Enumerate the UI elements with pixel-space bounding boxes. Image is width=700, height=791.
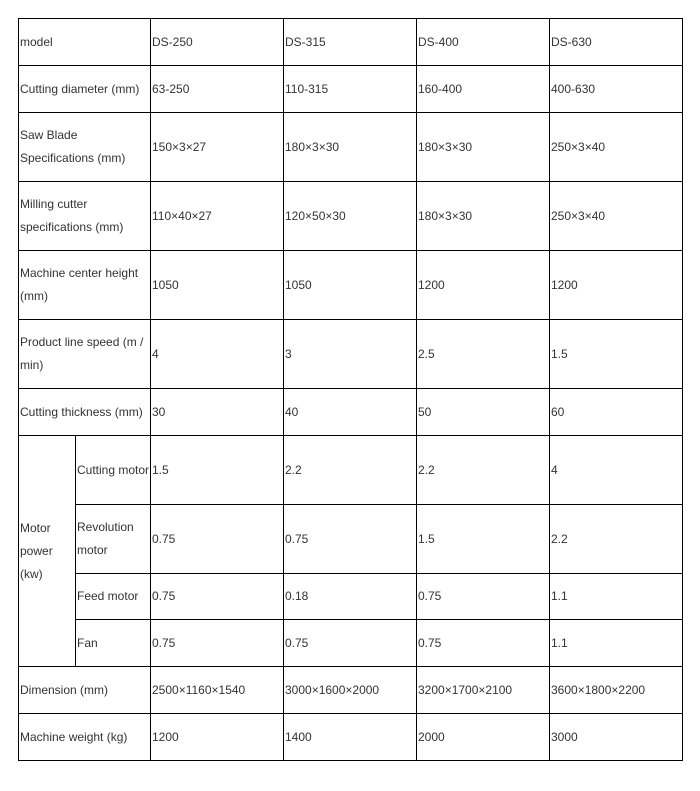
table-cell: 250×3×40 bbox=[550, 182, 683, 251]
table-cell: 4 bbox=[151, 320, 284, 389]
table-row-cutting-diameter bbox=[19, 66, 683, 113]
table-cell: 0.75 bbox=[151, 620, 284, 667]
table-cell: 1200 bbox=[550, 251, 683, 320]
table-cell: 0.75 bbox=[417, 620, 550, 667]
table-cell: 2000 bbox=[417, 714, 550, 761]
table-cell: 0.75 bbox=[417, 574, 550, 620]
table-row-dimension bbox=[19, 667, 683, 714]
table-cell: 0.75 bbox=[284, 620, 417, 667]
row-label-saw-blade: Saw Blade Specifications (mm) bbox=[19, 113, 151, 182]
table-cell: 110-315 bbox=[284, 66, 417, 113]
table-cell: 2.2 bbox=[417, 436, 550, 505]
spec-table bbox=[18, 18, 683, 761]
table-cell: 1050 bbox=[284, 251, 417, 320]
sub-label-fan: Fan bbox=[76, 620, 151, 667]
row-label-cutting-thickness: Cutting thickness (mm) bbox=[19, 389, 151, 436]
table-cell: 50 bbox=[417, 389, 550, 436]
table-cell: 1.1 bbox=[550, 574, 683, 620]
table-cell: 3 bbox=[284, 320, 417, 389]
table-cell: 1200 bbox=[417, 251, 550, 320]
table-cell: 0.75 bbox=[151, 505, 284, 574]
sub-label-revolution-motor: Revolution motor bbox=[76, 505, 151, 574]
table-cell: 4 bbox=[550, 436, 683, 505]
table-cell: 1400 bbox=[284, 714, 417, 761]
model-ds400: DS-400 bbox=[417, 19, 550, 66]
table-row-line-speed bbox=[19, 320, 683, 389]
sub-label-feed-motor: Feed motor bbox=[76, 574, 151, 620]
model-ds315: DS-315 bbox=[284, 19, 417, 66]
row-label-cutting-diameter: Cutting diameter (mm) bbox=[19, 66, 151, 113]
table-cell: 160-400 bbox=[417, 66, 550, 113]
table-cell: 0.75 bbox=[284, 505, 417, 574]
row-label-milling-cutter: Milling cutter specifications (mm) bbox=[19, 182, 151, 251]
model-ds630: DS-630 bbox=[550, 19, 683, 66]
table-cell: 120×50×30 bbox=[284, 182, 417, 251]
table-cell: 1200 bbox=[151, 714, 284, 761]
table-cell: 3200×1700×2100 bbox=[417, 667, 550, 714]
table-cell: 2.5 bbox=[417, 320, 550, 389]
table-cell: 1.1 bbox=[550, 620, 683, 667]
row-label-dimension: Dimension (mm) bbox=[19, 667, 151, 714]
table-cell: 3000×1600×2000 bbox=[284, 667, 417, 714]
table-cell: 1.5 bbox=[417, 505, 550, 574]
table-cell: 180×3×30 bbox=[417, 182, 550, 251]
table-row-cutting-thickness bbox=[19, 389, 683, 436]
row-label-center-height: Machine center height (mm) bbox=[19, 251, 151, 320]
table-row-fan bbox=[19, 620, 683, 667]
table-cell: 0.18 bbox=[284, 574, 417, 620]
table-cell: 2.2 bbox=[550, 505, 683, 574]
table-cell: 3600×1800×2200 bbox=[550, 667, 683, 714]
table-cell: 110×40×27 bbox=[151, 182, 284, 251]
table-cell: 30 bbox=[151, 389, 284, 436]
table-row-milling-cutter bbox=[19, 182, 683, 251]
row-label-motor-power: Motor power (kw) bbox=[19, 436, 76, 667]
table-cell: 1.5 bbox=[151, 436, 284, 505]
table-row-machine-weight bbox=[19, 714, 683, 761]
table-row-revolution-motor bbox=[19, 505, 683, 574]
table-cell: 3000 bbox=[550, 714, 683, 761]
table-cell: 60 bbox=[550, 389, 683, 436]
table-cell: 400-630 bbox=[550, 66, 683, 113]
table-cell: 2.2 bbox=[284, 436, 417, 505]
table-cell: 63-250 bbox=[151, 66, 284, 113]
table-row-model bbox=[19, 19, 683, 66]
table-cell: 0.75 bbox=[151, 574, 284, 620]
row-label-line-speed: Product line speed (m / min) bbox=[19, 320, 151, 389]
table-row-cutting-motor bbox=[19, 436, 683, 505]
table-row-feed-motor bbox=[19, 574, 683, 620]
table-cell: 180×3×30 bbox=[284, 113, 417, 182]
table-cell: 250×3×40 bbox=[550, 113, 683, 182]
model-ds250: DS-250 bbox=[151, 19, 284, 66]
table-cell: 180×3×30 bbox=[417, 113, 550, 182]
row-label-model: model bbox=[19, 19, 151, 66]
table-row-center-height bbox=[19, 251, 683, 320]
sub-label-cutting-motor: Cutting motor bbox=[76, 436, 151, 505]
table-cell: 1050 bbox=[151, 251, 284, 320]
table-cell: 40 bbox=[284, 389, 417, 436]
row-label-machine-weight: Machine weight (kg) bbox=[19, 714, 151, 761]
table-cell: 150×3×27 bbox=[151, 113, 284, 182]
table-row-saw-blade bbox=[19, 113, 683, 182]
table-cell: 2500×1160×1540 bbox=[151, 667, 284, 714]
table-cell: 1.5 bbox=[550, 320, 683, 389]
